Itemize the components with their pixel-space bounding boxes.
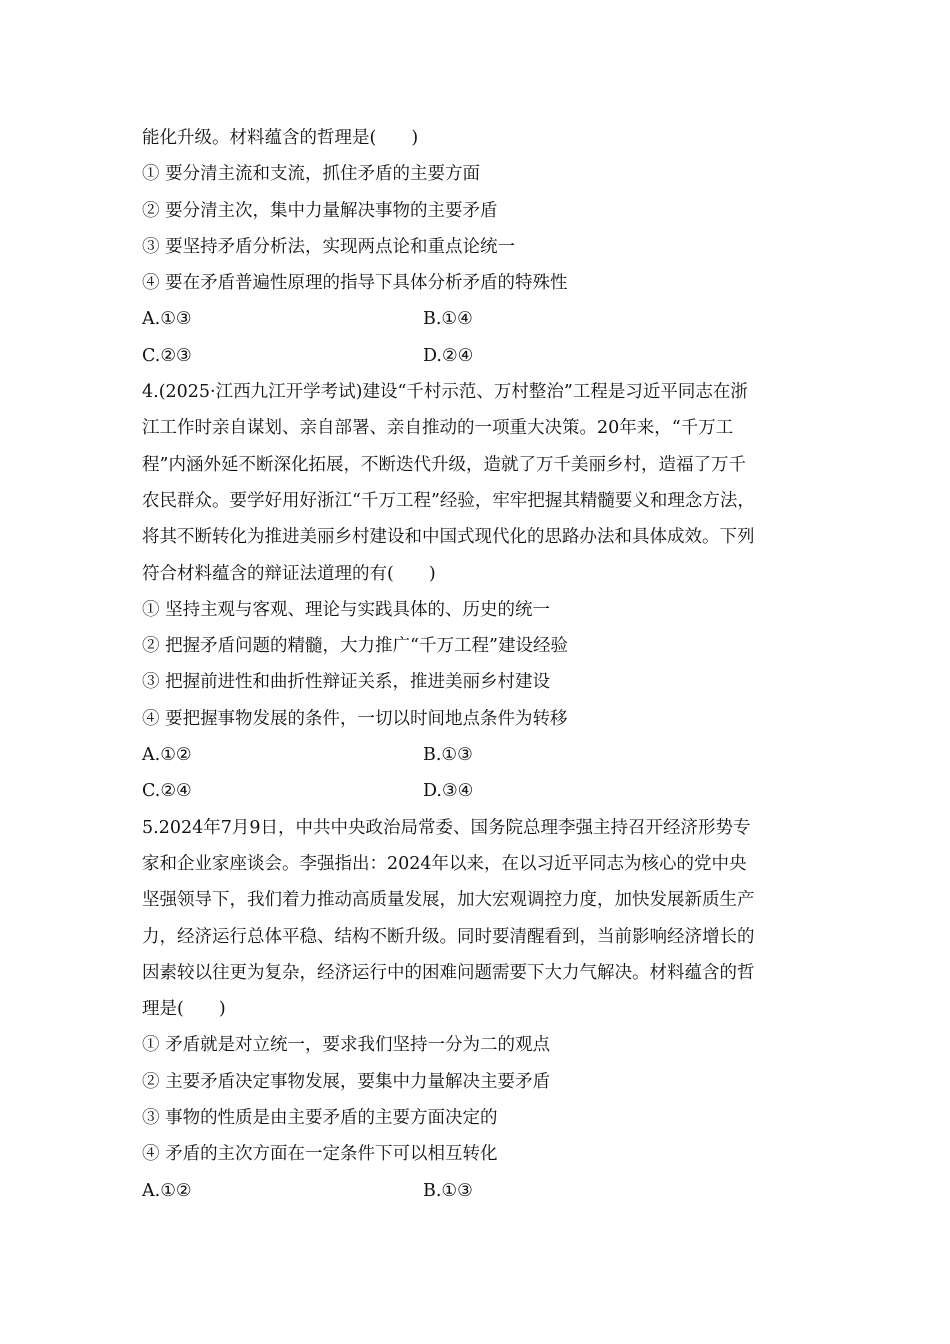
- q4-option-d: D.③④: [423, 781, 474, 802]
- document-page: [142, 120, 822, 1209]
- q5-option-b: B.①③: [423, 1180, 473, 1201]
- q4-item-4: ④ 要把握事物发展的条件，一切以时间地点条件为转移: [142, 708, 568, 729]
- q3-option-d: D.②④: [423, 345, 474, 366]
- q3-options-row-2: [142, 338, 822, 374]
- q4-item-1: ① 坚持主观与客观、理论与实践具体的、历史的统一: [142, 599, 551, 620]
- q5-stem-line-1: 5.2024年7月9日，中共中央政治局常委、国务院总理李强主持召开经济形势专: [142, 817, 751, 838]
- q3-item-2: ② 要分清主次，集中力量解决事物的主要矛盾: [142, 200, 498, 221]
- q4-stem-line-4: 农民群众。要学好用好浙江“千万工程”经验，牢牢把握其精髓要义和理念方法，: [142, 490, 755, 511]
- q4-option-c: C.②④: [142, 781, 192, 802]
- q5-item-4: ④ 矛盾的主次方面在一定条件下可以相互转化: [142, 1144, 498, 1165]
- q4-options-row-2: [142, 773, 822, 809]
- q4-option-b: B.①③: [423, 745, 473, 766]
- q3-item-1: ① 要分清主流和支流，抓住矛盾的主要方面: [142, 164, 481, 185]
- q4-stem-line-1: 4.(2025·江西九江开学考试)建设“千村示范、万村整治”工程是习近平同志在浙: [142, 382, 748, 403]
- q4-stem-line-5: 将其不断转化为推进美丽乡村建设和中国式现代化的思路办法和具体成效。下列: [142, 527, 755, 548]
- q4-stem-line-3: 程”内涵外延不断深化拓展，不断迭代升级，造就了万千美丽乡村，造福了万千: [142, 454, 746, 475]
- q5-stem-line-6: 理是( ): [142, 999, 226, 1020]
- q5-option-a: A.①②: [142, 1180, 192, 1201]
- q3-options-row-1: [142, 301, 822, 337]
- q4-item-2: ② 把握矛盾问题的精髓，大力推广“千万工程”建设经验: [142, 636, 568, 657]
- q5-stem-line-2: 家和企业家座谈会。李强指出：2024年以来，在以习近平同志为核心的党中央: [142, 853, 747, 874]
- q4-item-3: ③ 把握前进性和曲折性辩证关系，推进美丽乡村建设: [142, 672, 551, 693]
- q5-item-3: ③ 事物的性质是由主要矛盾的主要方面决定的: [142, 1108, 498, 1129]
- q5-stem-line-3: 坚强领导下，我们着力推动高质量发展，加大宏观调控力度，加快发展新质生产: [142, 890, 755, 911]
- q3-option-b: B.①④: [423, 309, 473, 330]
- q5-item-2: ② 主要矛盾决定事物发展，要集中力量解决主要矛盾: [142, 1071, 551, 1092]
- q4-stem-line-6: 符合材料蕴含的辩证法道理的有( ): [142, 563, 436, 584]
- q5-stem-line-5: 因素较以往更为复杂，经济运行中的困难问题需要下大力气解决。材料蕴含的哲: [142, 962, 755, 983]
- q5-stem-line-4: 力，经济运行总体平稳、结构不断升级。同时要清醒看到，当前影响经济增长的: [142, 926, 755, 947]
- q3-item-4: ④ 要在矛盾普遍性原理的指导下具体分析矛盾的特殊性: [142, 273, 568, 294]
- q5-item-1: ① 矛盾就是对立统一，要求我们坚持一分为二的观点: [142, 1035, 551, 1056]
- q3-option-a: A.①③: [142, 309, 192, 330]
- q3-option-c: C.②③: [142, 345, 192, 366]
- q4-options-row-1: [142, 737, 822, 773]
- q5-options-row-1: [142, 1173, 822, 1209]
- q3-stem-tail: 能化升级。材料蕴含的哲理是( ): [142, 128, 419, 148]
- q3-item-3: ③ 要坚持矛盾分析法，实现两点论和重点论统一: [142, 236, 516, 257]
- q4-option-a: A.①②: [142, 745, 192, 766]
- q4-stem-line-2: 江工作时亲自谋划、亲自部署、亲自推动的一项重大决策。20年来，“千万工: [142, 418, 734, 439]
